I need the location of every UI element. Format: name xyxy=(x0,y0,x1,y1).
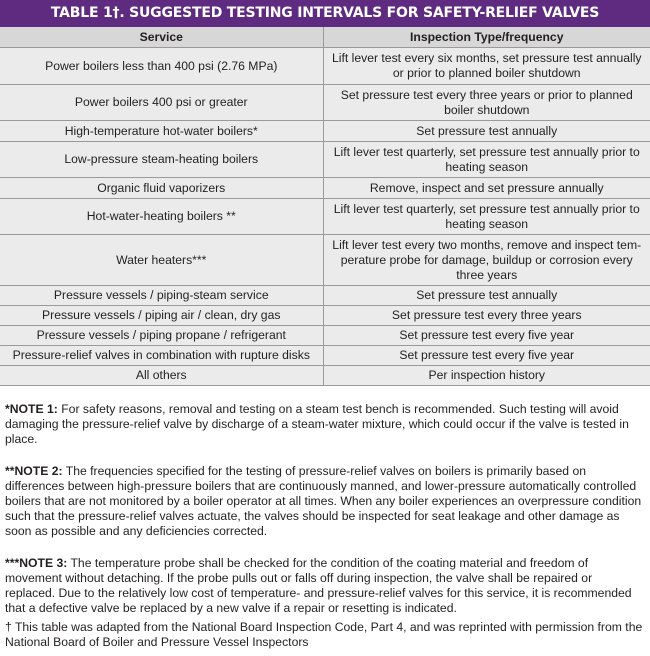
inspection-cell: Lift lever test every two months, remove and inspect tem-perature probe for damage, buildup or corrosion every three years xyxy=(323,235,650,286)
note-2-text: The frequencies specified for the testing of pressure-relief valves on boilers is primarily based on differences between high-pressure boilers that are continuously manned, and lower-pressure automatically controlled boilers that are not monitored by a boiler operator at all times. When any boiler experiences an overpressure condition such that the pressure-relief valves actuate, the valves should be inspected for seat leakage and other damage as soon as possible and any deficiencies corrected. xyxy=(5,464,642,538)
table-row xyxy=(0,286,650,306)
inspection-cell: Lift lever test quarterly, set pressure test annually prior to heating season xyxy=(323,199,650,235)
inspection-cell: Set pressure test every three years or prior to planned boiler shutdown xyxy=(323,85,650,121)
note-1-text: For safety reasons, removal and testing on a steam test bench is recommended. Such testing will avoid damaging the pressure-relief valve by discharge of a steam-water mixture, which could occur if the valve is tested in place. xyxy=(5,402,629,446)
service-cell: Water heaters*** xyxy=(0,235,323,286)
inspection-cell: Lift lever test every six months, set pressure test annually or prior to planned boiler shutdown xyxy=(323,48,650,85)
table-row xyxy=(0,346,650,366)
note-3 xyxy=(5,556,645,616)
table-row xyxy=(0,85,650,121)
service-cell: Pressure vessels / piping propane / refrigerant xyxy=(0,326,323,346)
table-row xyxy=(0,142,650,178)
service-cell: All others xyxy=(0,366,323,386)
note-2 xyxy=(5,464,645,539)
testing-intervals-table xyxy=(0,27,650,386)
inspection-cell: Set pressure test annually xyxy=(323,121,650,142)
table-row xyxy=(0,306,650,326)
service-cell: Pressure vessels / piping-steam service xyxy=(0,286,323,306)
note-2-label: **NOTE 2: xyxy=(5,464,63,478)
table-row xyxy=(0,48,650,85)
table-header-row xyxy=(0,27,650,48)
inspection-cell: Set pressure test every five year xyxy=(323,346,650,366)
inspection-cell: Set pressure test every five year xyxy=(323,326,650,346)
service-cell: Hot-water-heating boilers ** xyxy=(0,199,323,235)
column-header-inspection: Inspection Type/frequency xyxy=(323,27,650,48)
source-footnote: † This table was adapted from the National Board Inspection Code, Part 4, and was reprinted with permission from the National Board of Boiler and Pressure Vessel Inspectors xyxy=(5,620,643,649)
table-row xyxy=(0,366,650,386)
service-cell: Power boilers less than 400 psi (2.76 MPa) xyxy=(0,48,323,85)
column-header-service: Service xyxy=(0,27,323,48)
note-1 xyxy=(5,402,645,447)
service-cell: Pressure vessels / piping air / clean, dry gas xyxy=(0,306,323,326)
service-cell: Low-pressure steam-heating boilers xyxy=(0,142,323,178)
note-3-text: The temperature probe shall be checked for the condition of the coating material and freedom of movement without detaching. If the probe pulls out or falls off during inspection, the valve shall be repaired or replaced. Due to the relatively low cost of temperature- and pressure-relief valves for this service, it is recommended that a defective valve be replaced by a new valve if a repair or resetting is indicated. xyxy=(5,556,632,615)
service-cell: Organic fluid vaporizers xyxy=(0,178,323,199)
table-title: TABLE 1†. SUGGESTED TESTING INTERVALS FOR SAFETY-RELIEF VALVES xyxy=(0,0,650,27)
table-row xyxy=(0,235,650,286)
inspection-cell: Per inspection history xyxy=(323,366,650,386)
table-row xyxy=(0,121,650,142)
inspection-cell: Remove, inspect and set pressure annually xyxy=(323,178,650,199)
table-row xyxy=(0,326,650,346)
table-row xyxy=(0,199,650,235)
inspection-cell: Lift lever test quarterly, set pressure test annually prior to heating season xyxy=(323,142,650,178)
service-cell: Power boilers 400 psi or greater xyxy=(0,85,323,121)
table-row xyxy=(0,178,650,199)
note-1-label: *NOTE 1: xyxy=(5,402,58,416)
inspection-cell: Set pressure test annually xyxy=(323,286,650,306)
note-3-label: ***NOTE 3: xyxy=(5,556,68,570)
service-cell: Pressure-relief valves in combination with rupture disks xyxy=(0,346,323,366)
service-cell: High-temperature hot-water boilers* xyxy=(0,121,323,142)
notes-section xyxy=(0,402,650,650)
inspection-cell: Set pressure test every three years xyxy=(323,306,650,326)
